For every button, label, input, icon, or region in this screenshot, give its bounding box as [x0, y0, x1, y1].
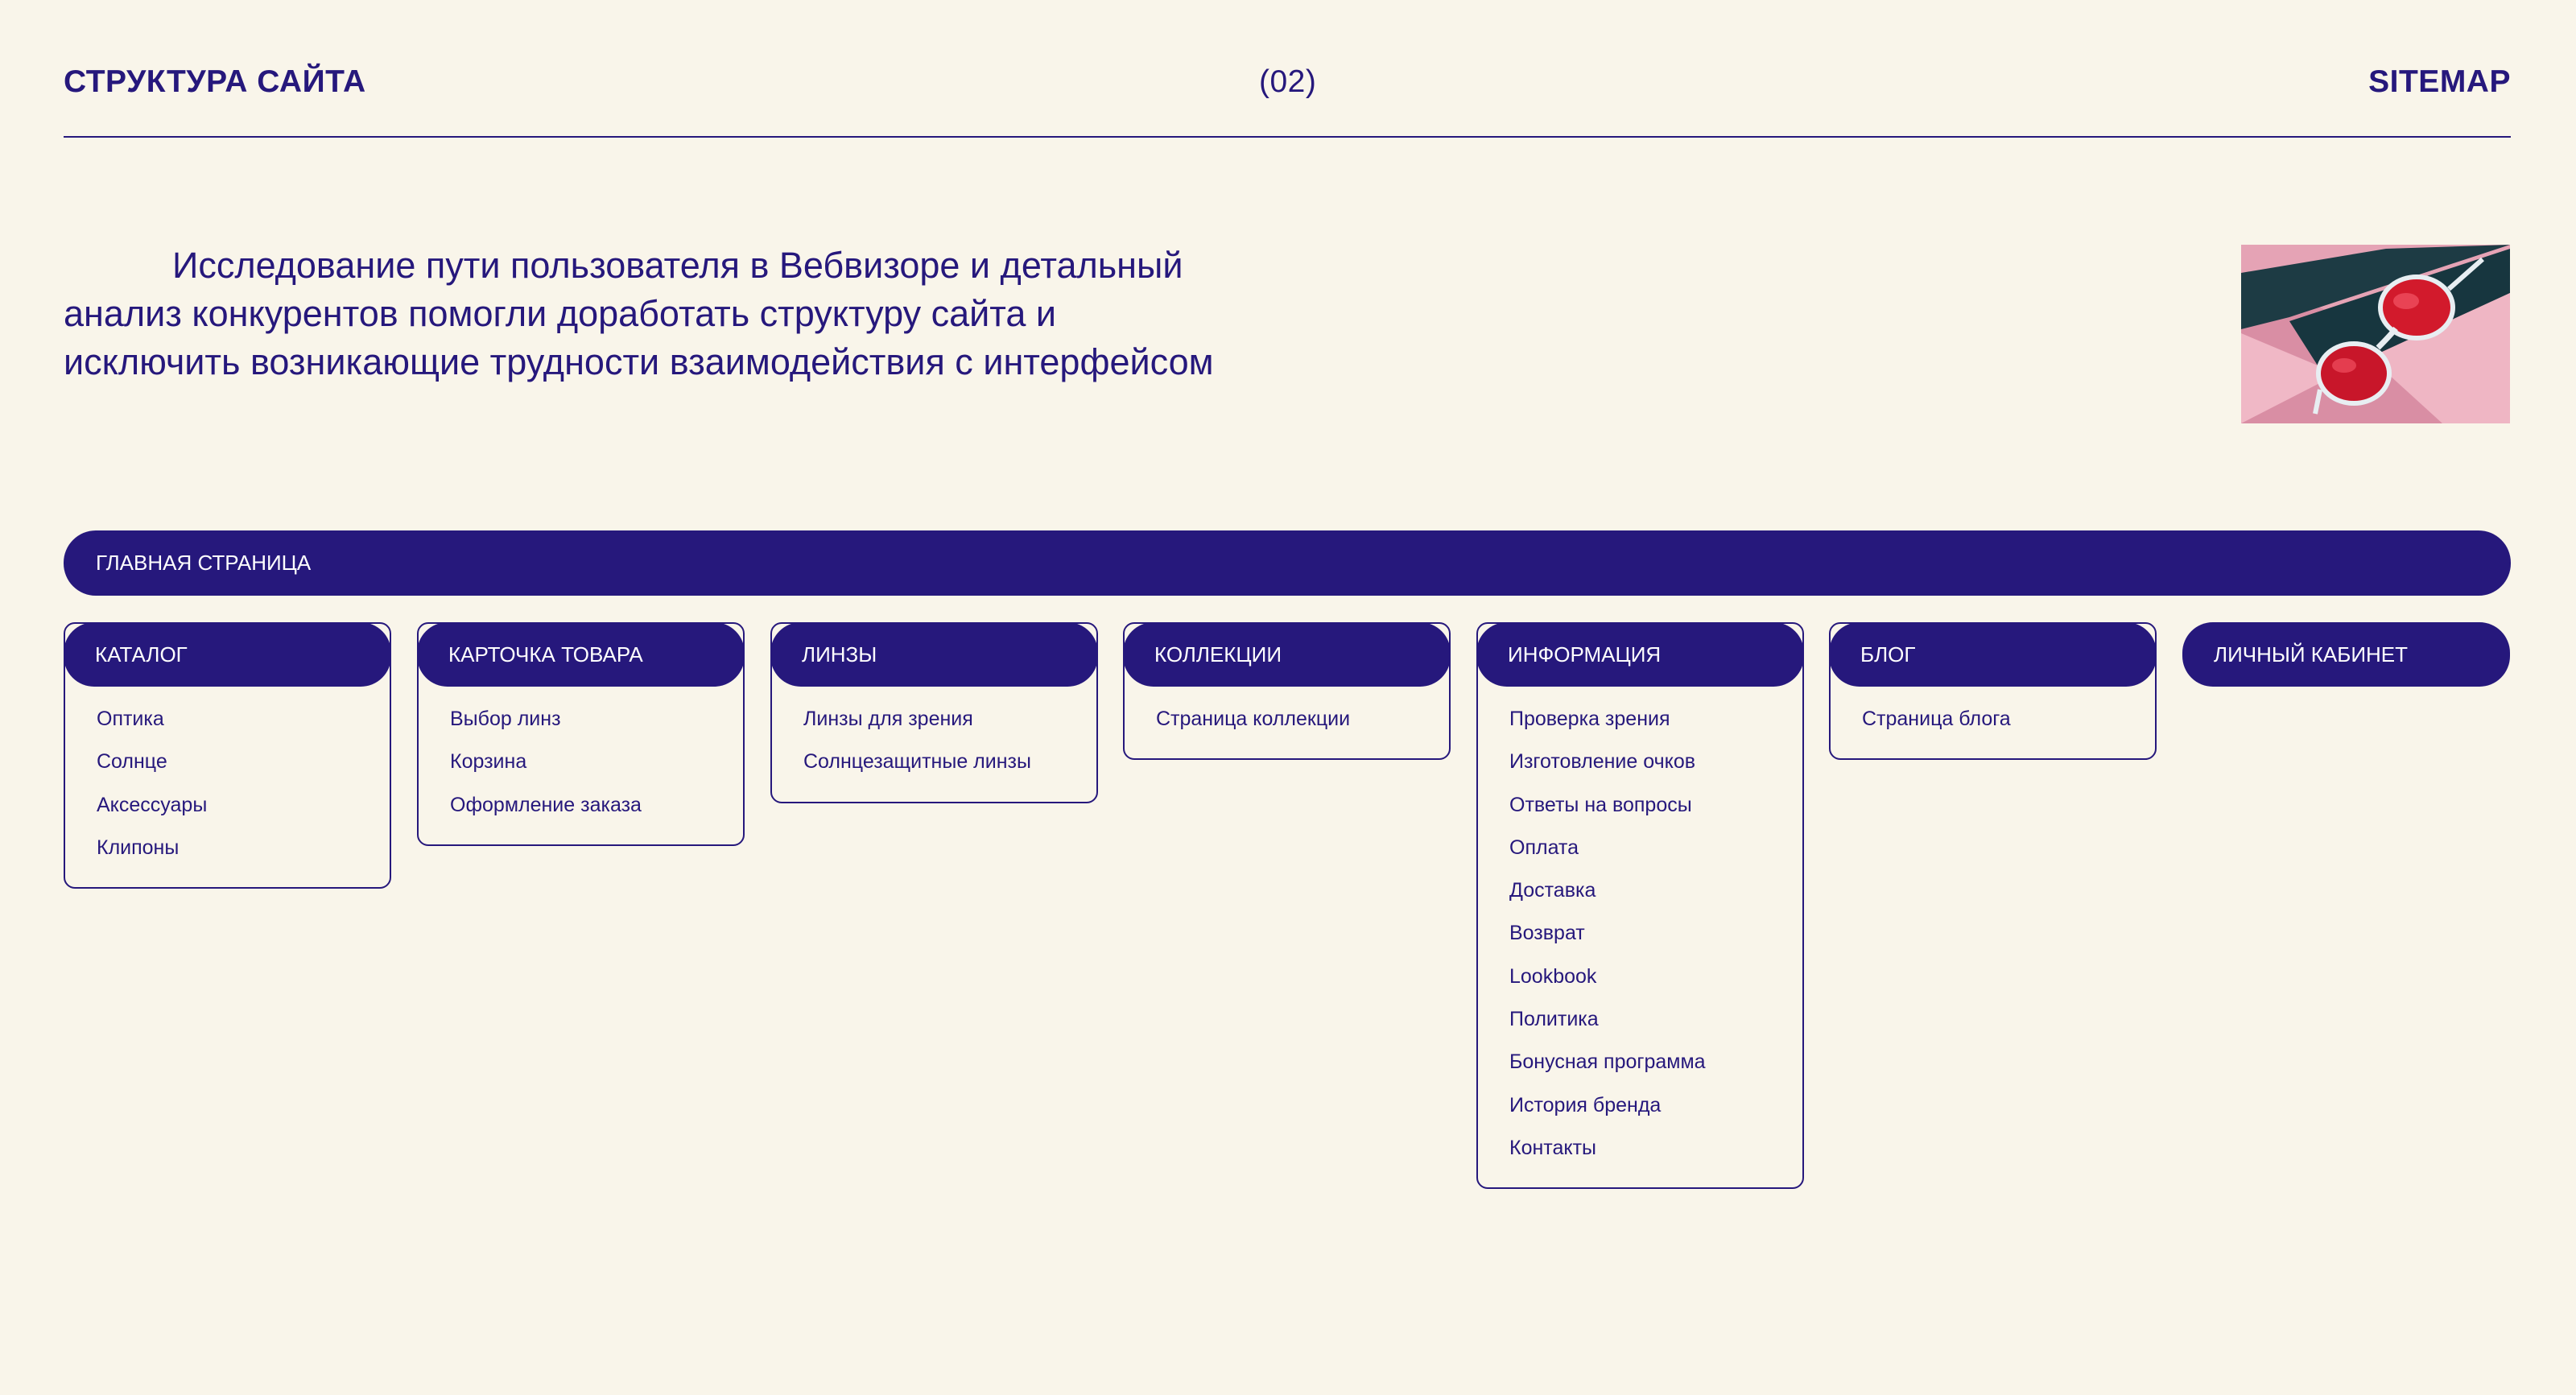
list-item: История бренда — [1509, 1093, 1662, 1116]
header-divider — [64, 136, 2511, 138]
list-item: Страница блога — [1862, 708, 2011, 730]
list-item: Солнцезащитные линзы — [803, 750, 1031, 774]
home-page-node — [64, 530, 2511, 596]
list-item: Проверка зрения — [1509, 708, 1670, 730]
column-header: КАТАЛОГ — [64, 622, 391, 687]
section-label: SITEMAP — [2368, 64, 2511, 99]
column-header: ЛИНЗЫ — [770, 622, 1098, 687]
column-header: КОЛЛЕКЦИИ — [1123, 622, 1451, 687]
column-header: КАРТОЧКА ТОВАРА — [417, 622, 745, 687]
list-item: Доставка — [1509, 879, 1596, 902]
page-number: (02) — [1259, 64, 1317, 99]
home-page-label: ГЛАВНАЯ СТРАНИЦА — [96, 551, 312, 575]
intro-paragraph — [64, 241, 1239, 386]
list-item: Корзина — [450, 750, 527, 774]
list-item: Оптика — [97, 708, 164, 730]
list-item: Бонусная программа — [1509, 1050, 1706, 1074]
sitemap-column-product-card — [417, 622, 745, 846]
sitemap-column-collections — [1123, 622, 1451, 760]
list-item: Изготовление очков — [1509, 750, 1696, 774]
column-header: БЛОГ — [1829, 622, 2157, 687]
list-item: Политика — [1509, 1008, 1599, 1031]
column-header: ЛИЧНЫЙ КАБИНЕТ — [2182, 622, 2510, 687]
list-item: Солнце — [97, 750, 167, 774]
sitemap-column-catalog — [64, 622, 391, 889]
list-item: Клипоны — [97, 836, 180, 859]
page-title: СТРУКТУРА САЙТА — [64, 64, 366, 99]
list-item: Возврат — [1509, 922, 1585, 945]
sunglasses-image — [2241, 245, 2510, 423]
column-header: ИНФОРМАЦИЯ — [1476, 622, 1804, 687]
list-item: Оформление заказа — [450, 793, 642, 816]
list-item: Страница коллекции — [1156, 708, 1351, 730]
sitemap-column-account — [2182, 622, 2510, 687]
list-item: Контакты — [1509, 1136, 1596, 1159]
sunglasses-photo — [2241, 245, 2510, 423]
list-item: Ответы на вопросы — [1509, 793, 1692, 816]
list-item: Lookbook — [1509, 964, 1597, 988]
sitemap-column-blog — [1829, 622, 2157, 760]
intro-text: Исследование пути пользователя в Вебвизоре и детальный анализ конкурентов помогли доработать структуру сайта и исключить возникающие трудности взаимодействия с интерфейсом — [64, 245, 1214, 382]
list-item: Аксессуары — [97, 793, 208, 816]
sitemap-column-lenses — [770, 622, 1098, 803]
list-item: Линзы для зрения — [803, 708, 973, 730]
list-item: Оплата — [1509, 836, 1579, 859]
sitemap-column-information — [1476, 622, 1804, 1189]
list-item: Выбор линз — [450, 708, 561, 730]
